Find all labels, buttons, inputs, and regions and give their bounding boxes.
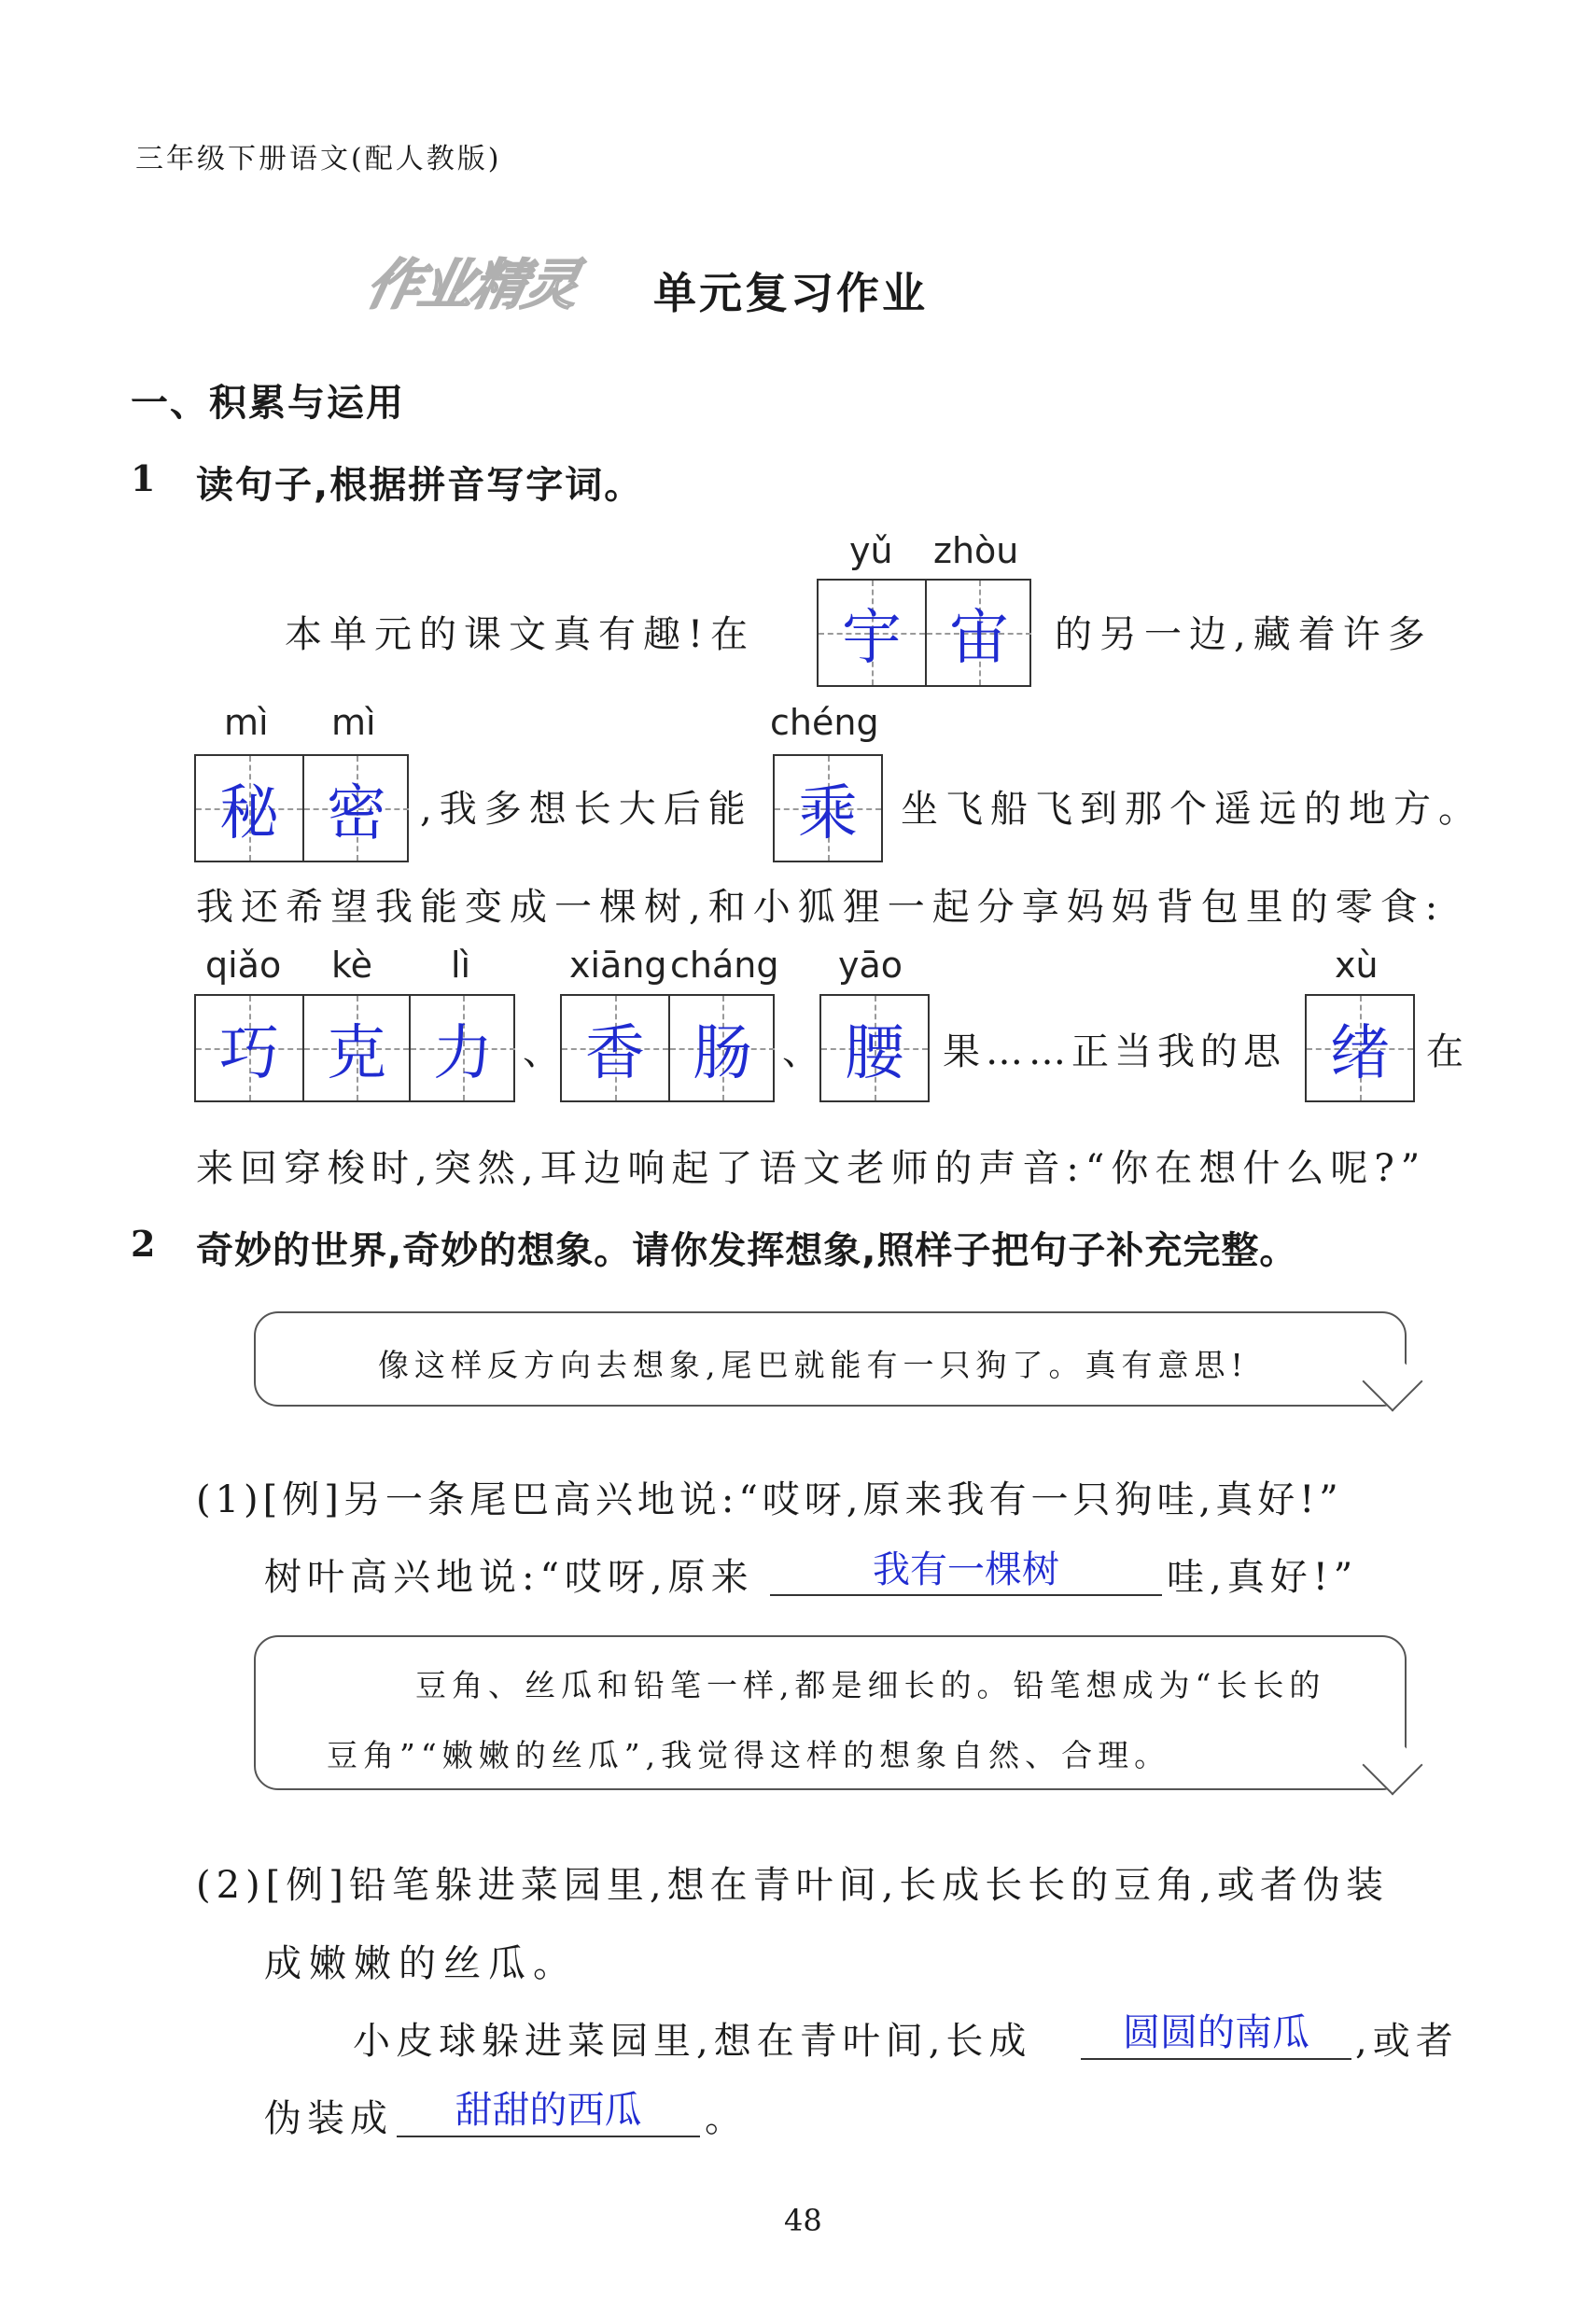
page-title: 单元复习作业: [653, 268, 928, 318]
question-2-number: 2: [131, 1223, 156, 1265]
q1-line4-sep2: 、: [782, 1030, 827, 1073]
answer-box-cheng: [773, 754, 883, 862]
fill-2-underline: [1081, 2058, 1351, 2060]
answer-char: 密: [327, 779, 386, 848]
pinyin-xiang: xiāng: [569, 945, 667, 986]
q1-line4-mid: 果……正当我的思: [943, 1030, 1286, 1073]
answer-box-xu: [1305, 994, 1415, 1102]
pinyin-chang: cháng: [670, 945, 779, 986]
fill-1-answer: 我有一棵树: [873, 1548, 1059, 1591]
pinyin-qiao: qiǎo: [205, 945, 282, 986]
hint-2-text-line1: 豆角、丝瓜和铅笔一样,都是细长的。铅笔想成为“长长的: [415, 1667, 1326, 1703]
fill-3-answer: 甜甜的西瓜: [455, 2089, 642, 2132]
pinyin-yao: yāo: [838, 945, 903, 986]
answer-char: 绪: [1330, 1019, 1390, 1088]
q1-line1-post: 的另一边,藏着许多: [1055, 613, 1433, 656]
pinyin-li: lì: [451, 945, 471, 986]
answer-box-qiaokeli: [194, 994, 515, 1102]
section-heading: 一、积累与运用: [131, 382, 405, 425]
fill-3-pre: 伪装成: [264, 2097, 393, 2140]
answer-char: 腰: [845, 1019, 904, 1088]
question-1-number: 1: [131, 457, 156, 499]
pinyin-cheng: chéng: [770, 702, 879, 743]
answer-char: 力: [433, 1019, 493, 1088]
answer-box-yuzhou: [817, 579, 1031, 687]
q1-line4-post: 在: [1426, 1030, 1471, 1073]
answer-box-yao: [819, 994, 930, 1102]
fill-3-underline: [397, 2136, 700, 2137]
answer-box-xiangchang: [560, 994, 775, 1102]
answer-char: 克: [327, 1019, 386, 1088]
pinyin-xu: xù: [1335, 945, 1379, 986]
q1-line2-post: 坐飞船飞到那个遥远的地方。: [901, 788, 1483, 831]
answer-char: 秘: [219, 779, 279, 848]
q1-line5: 来回穿梭时,突然,耳边响起了语文老师的声音:“你在想什么呢?”: [196, 1147, 1427, 1190]
hint-1-text: 像这样反方向去想象,尾巴就能有一只狗了。真有意思!: [378, 1347, 1249, 1383]
pinyin-zhou: zhòu: [933, 530, 1019, 571]
watermark-logo: 作业精灵: [360, 253, 584, 316]
answer-char: 香: [585, 1019, 645, 1088]
answer-box-mimi: [194, 754, 409, 862]
example-2-line2: 成嫩嫩的丝瓜。: [264, 1942, 578, 1985]
q1-line4-sep1: 、: [523, 1030, 567, 1073]
answer-char: 宇: [842, 604, 902, 673]
fill-2-pre: 小皮球躲进菜园里,想在青叶间,长成: [353, 2020, 1032, 2063]
hint-2-text-line2: 豆角”“嫩嫩的丝瓜”,我觉得这样的想象自然、合理。: [327, 1737, 1171, 1773]
pinyin-mi: mì: [331, 702, 376, 743]
example-2-line1: (2)[例]铅笔躲进菜园里,想在青叶间,长成长长的豆角,或者伪装: [196, 1864, 1390, 1907]
answer-char: 肠: [693, 1019, 752, 1088]
question-1-prompt: 读句子,根据拼音写字词。: [196, 464, 644, 507]
fill-1-post: 哇,真好!”: [1167, 1556, 1359, 1599]
page-number: 48: [784, 2203, 822, 2238]
answer-char: 乘: [798, 779, 858, 848]
q1-line3: 我还希望我能变成一棵树,和小狐狸一起分享妈妈背包里的零食:: [196, 886, 1446, 929]
pinyin-ke: kè: [331, 945, 373, 986]
fill-1-pre: 树叶高兴地说:“哎呀,原来: [264, 1556, 754, 1599]
q1-line2-mid: ,我多想长大后能: [420, 788, 753, 831]
pinyin-mi: mì: [224, 702, 269, 743]
fill-2-answer: 圆圆的南瓜: [1123, 2011, 1309, 2054]
pinyin-yu: yǔ: [849, 530, 893, 571]
fill-1-underline: [770, 1594, 1162, 1596]
book-title: 三年级下册语文(配人教版): [135, 143, 502, 175]
fill-3-end: 。: [705, 2097, 749, 2140]
question-2-prompt: 奇妙的世界,奇妙的想象。请你发挥想象,照样子把句子补充完整。: [196, 1229, 1298, 1272]
answer-char: 宙: [949, 604, 1009, 673]
fill-2-mid: ,或者: [1355, 2020, 1459, 2063]
example-1: (1)[例]另一条尾巴高兴地说:“哎呀,原来我有一只狗哇,真好!”: [196, 1478, 1343, 1521]
q1-line1-pre: 本单元的课文真有趣!在: [285, 613, 756, 656]
answer-char: 巧: [219, 1019, 279, 1088]
